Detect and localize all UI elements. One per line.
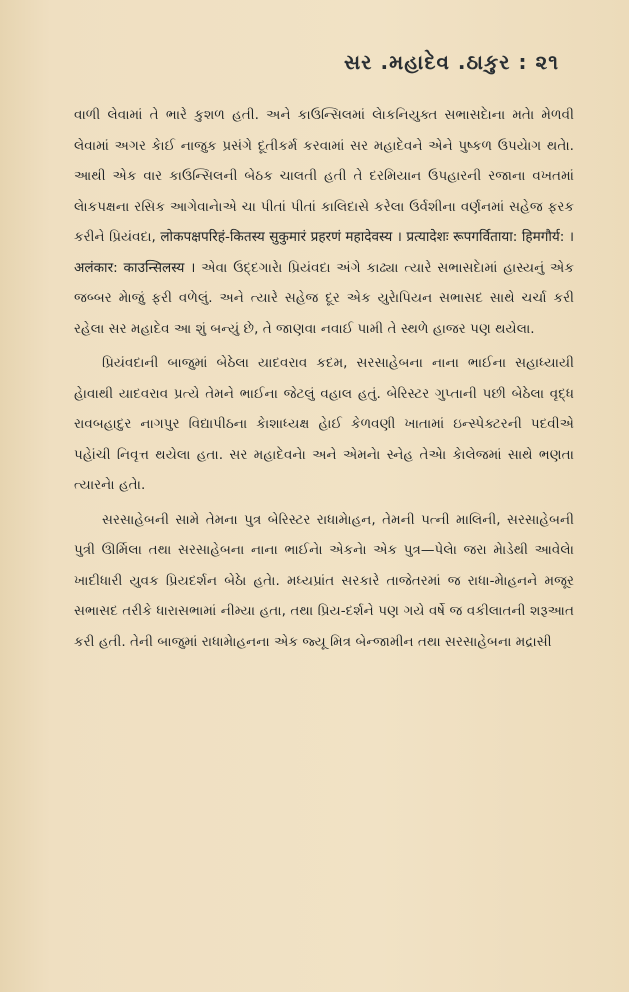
paragraph-2: પ્રિયંવદાની બાજુમાં બેઠેલા યાદવરાવ કદમ, સરસાહેબના નાના ભાઈના સહાધ્યાયી હેાવાથી યાદવરાવ પ્રત્યે તેમને ભાઈના જેટલું વહાલ હતું. બેરિસ્ટર ગુપ્તાની પછી બેઠેલા વૃદ્ધ રાવબહાદુર નાગપુર વિદ્યાપીઠના કેાશાધ્યક્ષ હેાઈ કેળવણી ખાતામાં ઇન્સ્પેક્ટરની પદવીએ પહેાંચી નિવૃત્ત થયેલા હતા. સર મહાદેવનેા અને એમનેા સ્નેહ તેએા કેાલેજમાં સાથે ભણતા ત્યારનેા હતેા. xyxy=(74,355,574,493)
running-head: સર .મહાદેવ .ઠાકુર : ૨૧ xyxy=(343,50,559,74)
paragraph-3: સરસાહેબની સામે તેમના પુત્ર બેરિસ્ટર રાધામેાહન, તેમની પત્ની માલિની, સરસાહેબની પુત્રી ઊર્મિલા તથા સરસાહેબના નાના ભાઈનેા એકનેા એક પુત્ર—પેલેા જરા મેાડેથી આવેલેા ખાદીધારી યુવક પ્રિયદર્શન બેઠેા હતેા. મધ્યપ્રાંત સરકારે તાજેતરમાં જ રાધા-મેાહનને મજૂર સભાસદ તરીકે ધારાસભામાં નીમ્યા હતા, તથા પ્રિય-દર્શને પણ ગયે વર્ષે જ વકીલાતની શરૂઆત કરી હતી. તેની બાજુમાં રાધામેાહનના એક જ્યૂ મિત્ર બેન્જામીન તથા સરસાહેબના મદ્રાસી xyxy=(74,511,574,650)
paragraph-1: વાળી લેવામાં તે ભારે કુશળ હતી. અને કાઉન્સિલમાં લેાકનિયુક્ત સભાસદેાના મતેા મેળવી લેવામાં અગર કેાઈ નાજુક પ્રસંગે દૂતીકર્મ કરવામાં સર મહાદેવને એને પુષ્કળ ઉપયેાગ થતેા. આથી એક વાર કાઉન્સિલની બેઠક ચાલતી હતી તે દરમિયાન ઉપહારની રજાના વખતમાં લેાકપક્ષના રસિક આગેવાનેાએ ચા પીતાં પીતાં કાલિદાસે કરેલા ઉર્વશીના વર્ણનમાં સહેજ ફરક કરીને પ્રિયંવદા, लोकपक्षपरिहं-कितस्य सुकुमारं प्रहरणं महादेवस्य । प्रत्यादेशः रूपगर्विताया: हिमगौर्य: । अलंकार: काउन्सिलस्य । એવા ઉદ્દગારેા પ્રિયંવદા અંગે કાઢ્યા ત્યારે સભાસદેામાં હાસ્યનું એક જબ્બર મેાજું ફરી વળેલું. અને ત્યારે સહેજ દૂર એક યુરેાપિયન સભાસદ સાથે ચર્ચા કરી રહેલા સર મહાદેવ આ શું બન્યું છે, તે જાણવા નવાઈ પામી તે સ્થળે હાજર પણ થયેલા. xyxy=(74,107,574,337)
body-text xyxy=(74,100,574,661)
